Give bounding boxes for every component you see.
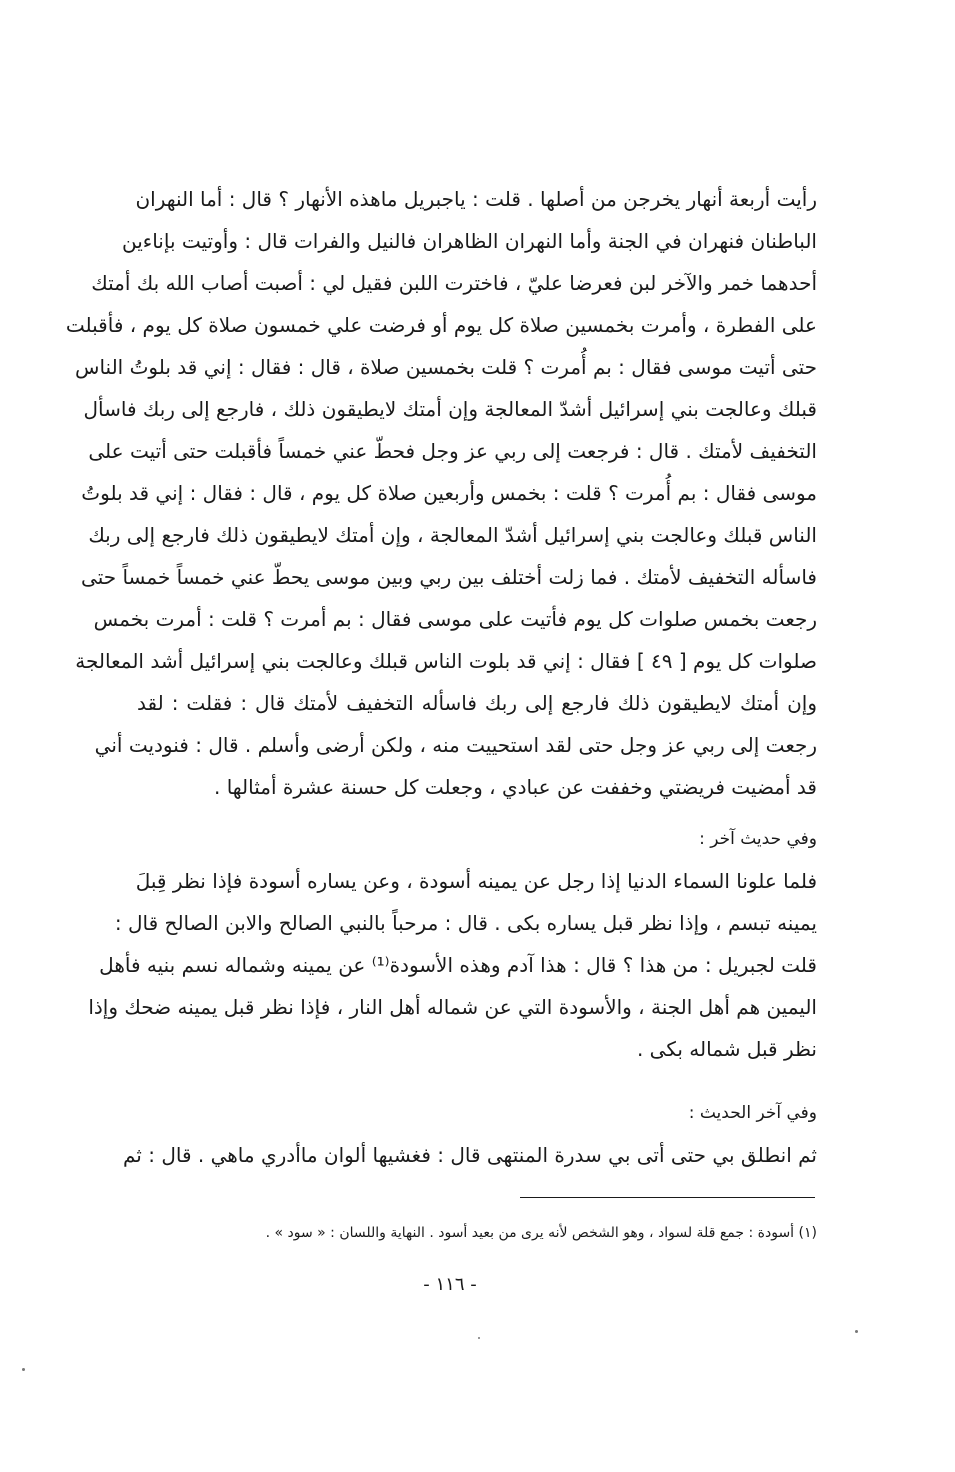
text-line: موسى فقال : بم أُمرت ؟ قلت : بخمس وأربعين صلاة كل يوم ، قال : فقال : إني قد بلوتُ [81, 481, 817, 505]
text-line: الباطنان فنهران في الجنة وأما النهران الظاهران فالنيل والفرات قال : وأوتيت بإناءين [122, 229, 817, 253]
section-heading: وفي حديث آخر : [699, 829, 817, 849]
text-line: صلوات كل يوم [ ٤٩ ] فقال : إني قد بلوت الناس قبلك وعالجت بني إسرائيل أشد المعالجة [75, 649, 817, 673]
text-line: فلما علونا السماء الدنيا إذا رجل عن يمينه أسودة ، وعن يساره أسودة فإذا نظر قِبلَ [135, 869, 817, 893]
text-line: رجعت بخمس صلوات كل يوم فأتيت على موسى فقال : بم أمرت ؟ قلت : أمرت بخمس [93, 607, 817, 631]
page-number: - ١١٦ - [423, 1274, 477, 1295]
text-line: قبلك وعالجت بني إسرائيل أشدّ المعالجة وإن أمتك لايطيقون ذلك ، فارجع إلى ربك فاسأل [83, 397, 817, 421]
footnote-separator [520, 1197, 815, 1198]
text-line: قد أمضيت فريضتي وخففت عن عبادي ، وجعلت كل حسنة عشرة أمثالها . [214, 775, 817, 799]
footnote: (١) أسودة : جمع قلة لسواد ، وهو الشخص لأنه يرى من بعيد أسود . النهاية واللسان : « سود » . [265, 1225, 817, 1241]
text-line: التخفيف لأمتك . قال : فرجعت إلى ربي عز وجل فحطّ عني خمساً فأقبلت حتى أتيت على [88, 439, 817, 463]
scan-speck [478, 1337, 480, 1339]
text-line: الناس قبلك وعالجت بني إسرائيل أشدّ المعالجة ، وإن أمتك لايطيقون ذلك فارجع إلى ربك [88, 523, 817, 547]
section-heading: وفي آخر الحديث : [688, 1103, 817, 1123]
text-line: ثم انطلق بي حتى أتى بي سدرة المنتهى قال : فغشيها ألوان ماأدري ماهي . قال : ثم [123, 1143, 817, 1167]
scan-speck [855, 1330, 858, 1333]
text-line: أحدهما خمر والآخر لبن فعرضا عليّ ، فاخترت اللبن فقيل لي : أصبت أصاب الله بك أمتك [91, 271, 817, 295]
text-line: نظر قبل شماله بكى . [636, 1037, 817, 1061]
text-line: وإن أمتك لايطيقون ذلك فارجع إلى ربك فاسأله التخفيف لأمتك قال : فقلت : لقد [137, 691, 817, 715]
text-line: يمينه تبسم ، وإذا نظر قبل يساره بكى . قال : مرحباً بالنبي الصالح والابن الصالح قال : [114, 911, 817, 935]
text-line: رأيت أربعة أنهار يخرجن من أصلها . قلت : ياجبريل ماهذه الأنهار ؟ قال : أما النهران [135, 187, 817, 211]
text-line: على الفطرة ، وأمرت بخمسين صلاة كل يوم أو فرضت علي خمسون صلاة كل يوم ، فأقبلت [65, 313, 817, 337]
text-line: رجعت إلى ربي عز وجل حتى لقد استحييت منه ، ولكن أرضى وأسلم . قال : فنوديت أني [94, 733, 817, 757]
text-line: حتى أتيت موسى فقال : بم أُمرت ؟ قلت بخمسين صلاة ، قال : فقال : إني قد بلوتُ الناس [75, 355, 817, 379]
text-line: قلت لجبريل : من هذا ؟ قال : هذا آدم وهذه الأسودة⁽¹⁾ عن يمينه وشماله نسم بنيه فأهل [99, 953, 817, 977]
text-line: فاسأله التخفيف لأمتك . فما زلت أختلف بين ربي وبين موسى يحطّ عني خمساً خمساً حتى [81, 565, 817, 589]
text-line: اليمين هم أهل الجنة ، والأسودة التي عن شماله أهل النار ، فإذا نظر قبل يمينه ضحك وإذا [88, 995, 817, 1019]
scan-speck [22, 1368, 25, 1371]
